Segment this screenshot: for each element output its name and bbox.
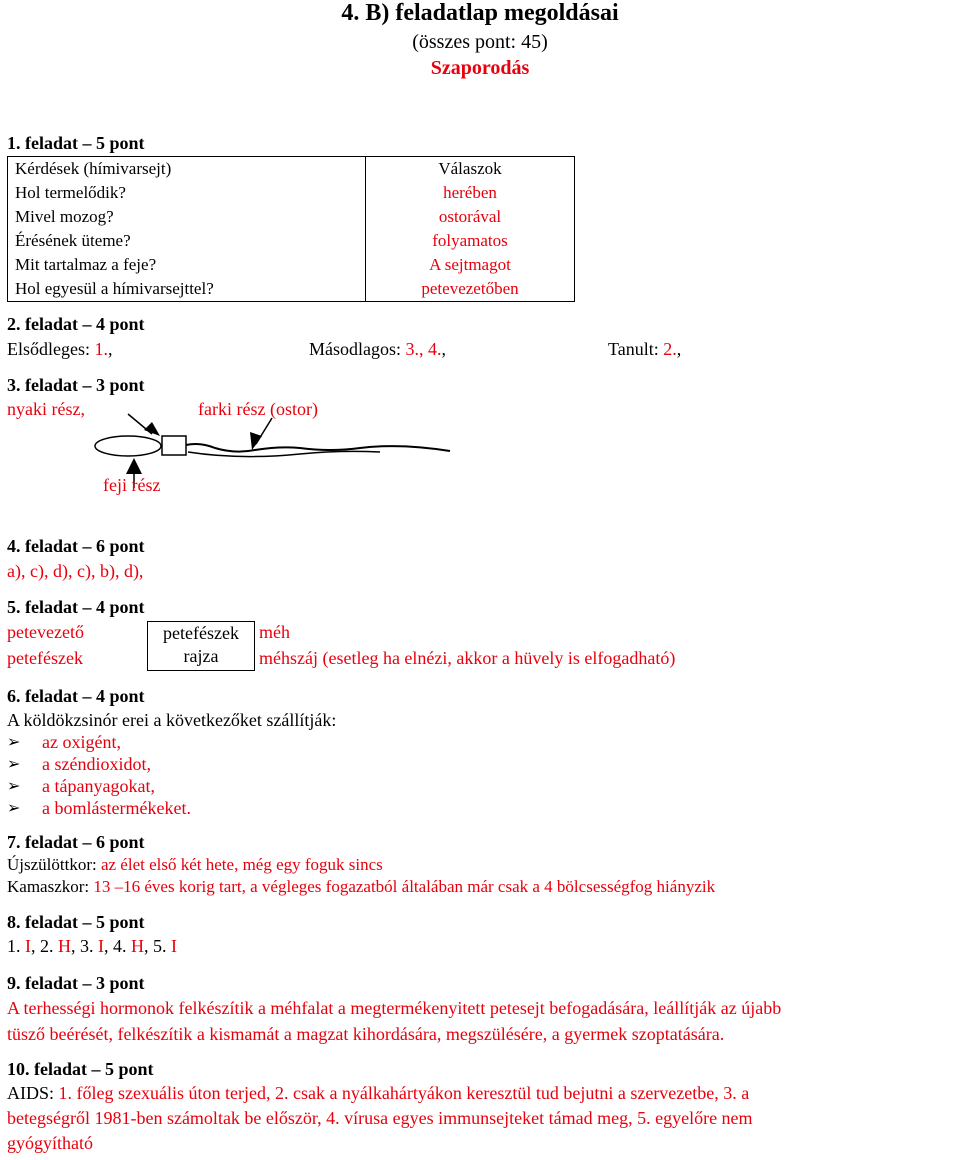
task2-heading: 2. feladat – 4 pont: [7, 314, 145, 334]
task5-right1: méh: [259, 622, 290, 642]
task3-heading: 3. feladat – 3 pont: [7, 375, 145, 395]
sperm-tail-shape: [186, 444, 450, 452]
task10-heading: 10. feladat – 5 pont: [7, 1059, 154, 1079]
task2-primary: Elsődleges: 1.,: [7, 339, 113, 359]
task4-answer: a), c), d), c), b), d),: [7, 561, 144, 581]
list-item: a tápanyagokat,: [42, 776, 155, 796]
task5-right2: méhszáj (esetleg ha elnézi, akkor a hüvely is elfogadható): [259, 648, 676, 668]
arrow-bullet-icon: ➢: [7, 734, 21, 751]
arrow-bullet-icon: ➢: [7, 778, 21, 795]
task10-line3: gyógyítható: [7, 1133, 93, 1153]
question: Mivel mozog?: [15, 207, 114, 226]
ovary-drawing-box: petefészek rajza: [147, 621, 255, 671]
answer: folyamatos: [432, 231, 508, 250]
label-tail: farki rész (ostor): [198, 399, 318, 419]
table-header-answers: Válaszok herében ostorával folyamatos A sejtmagot petevezetőben: [366, 157, 575, 302]
page-subtitle: (összes pont: 45): [412, 31, 548, 53]
answer: A sejtmagot: [429, 255, 511, 274]
task7-heading: 7. feladat – 6 pont: [7, 832, 145, 852]
table-header-questions: Kérdések (hímivarsejt) Hol termelődik? Mivel mozog? Érésének üteme? Mit tartalmaz a feje? Hol egyesül a hímivarsejttel?: [8, 157, 366, 302]
task1-heading: 1. feladat – 5 pont: [7, 133, 145, 153]
label-head: feji rész: [103, 475, 161, 495]
task10-line1: AIDS: 1. főleg szexuális úton terjed, 2. csak a nyálkahártyákon keresztül tud bejutni a szervezetbe, 3. a: [7, 1083, 750, 1103]
task8-heading: 8. feladat – 5 pont: [7, 912, 145, 932]
arrow-tail-head: [250, 432, 262, 450]
task6-intro: A köldökzsinór erei a következőket szállítják:: [7, 710, 337, 730]
task4-heading: 4. feladat – 6 pont: [7, 536, 145, 556]
task7-adolescent: Kamaszkor: 13 –16 éves korig tart, a végleges fogazatból általában már csak a 4 bölcsességfog hiányzik: [7, 877, 716, 896]
task10-line2: betegségről 1981-ben számoltak be először, 4. vírusa egyes immunsejteket támad meg, 5. egyelőre nem: [7, 1108, 753, 1128]
question: Érésének üteme?: [15, 231, 131, 250]
answer: petevezetőben: [421, 279, 519, 298]
task5-heading: 5. feladat – 4 pont: [7, 597, 145, 617]
sperm-diagram: [0, 410, 470, 490]
question: Hol egyesül a hímivarsejttel?: [15, 279, 214, 298]
task2-learned: Tanult: 2.,: [608, 339, 682, 359]
topic-title: Szaporodás: [430, 57, 530, 79]
task9-line2: tüsző beérését, felkészítik a kismamát a magzat kihordására, megszülésére, a gyermek szoptatására.: [7, 1024, 725, 1044]
list-item: az oxigént,: [42, 732, 121, 752]
task2-secondary: Másodlagos: 3., 4.,: [309, 339, 446, 359]
list-item: a széndioxidot,: [42, 754, 151, 774]
sperm-head-shape: [95, 436, 161, 456]
task7-newborn: Újszülöttkor: az élet első két hete, még egy foguk sincs: [7, 855, 383, 874]
task5-left2: petefészek: [7, 648, 83, 668]
task6-heading: 6. feladat – 4 pont: [7, 686, 145, 706]
question: Mit tartalmaz a feje?: [15, 255, 157, 274]
answer: herében: [443, 183, 497, 202]
list-item: a bomlástermékeket.: [42, 798, 191, 818]
arrow-bullet-icon: ➢: [7, 800, 21, 817]
page-title: 4. B) feladatlap megoldásai: [341, 0, 619, 26]
label-neck: nyaki rész,: [7, 399, 85, 419]
answer: ostorával: [438, 207, 502, 226]
arrow-bullet-icon: ➢: [7, 756, 21, 773]
task8-answers: 1. I, 2. H, 3. I, 4. H, 5. I: [7, 936, 177, 956]
sperm-midpiece-shape: [162, 436, 186, 455]
task9-line1: A terhességi hormonok felkészítik a méhfalat a megtermékenyitett petesejt befogadására, leállítják az újabb: [7, 998, 782, 1018]
task1-table: [7, 156, 575, 302]
question: Hol termelődik?: [15, 183, 126, 202]
task9-heading: 9. feladat – 3 pont: [7, 973, 145, 993]
arrow-head-head: [126, 458, 142, 474]
task5-left1: petevezető: [7, 622, 84, 642]
